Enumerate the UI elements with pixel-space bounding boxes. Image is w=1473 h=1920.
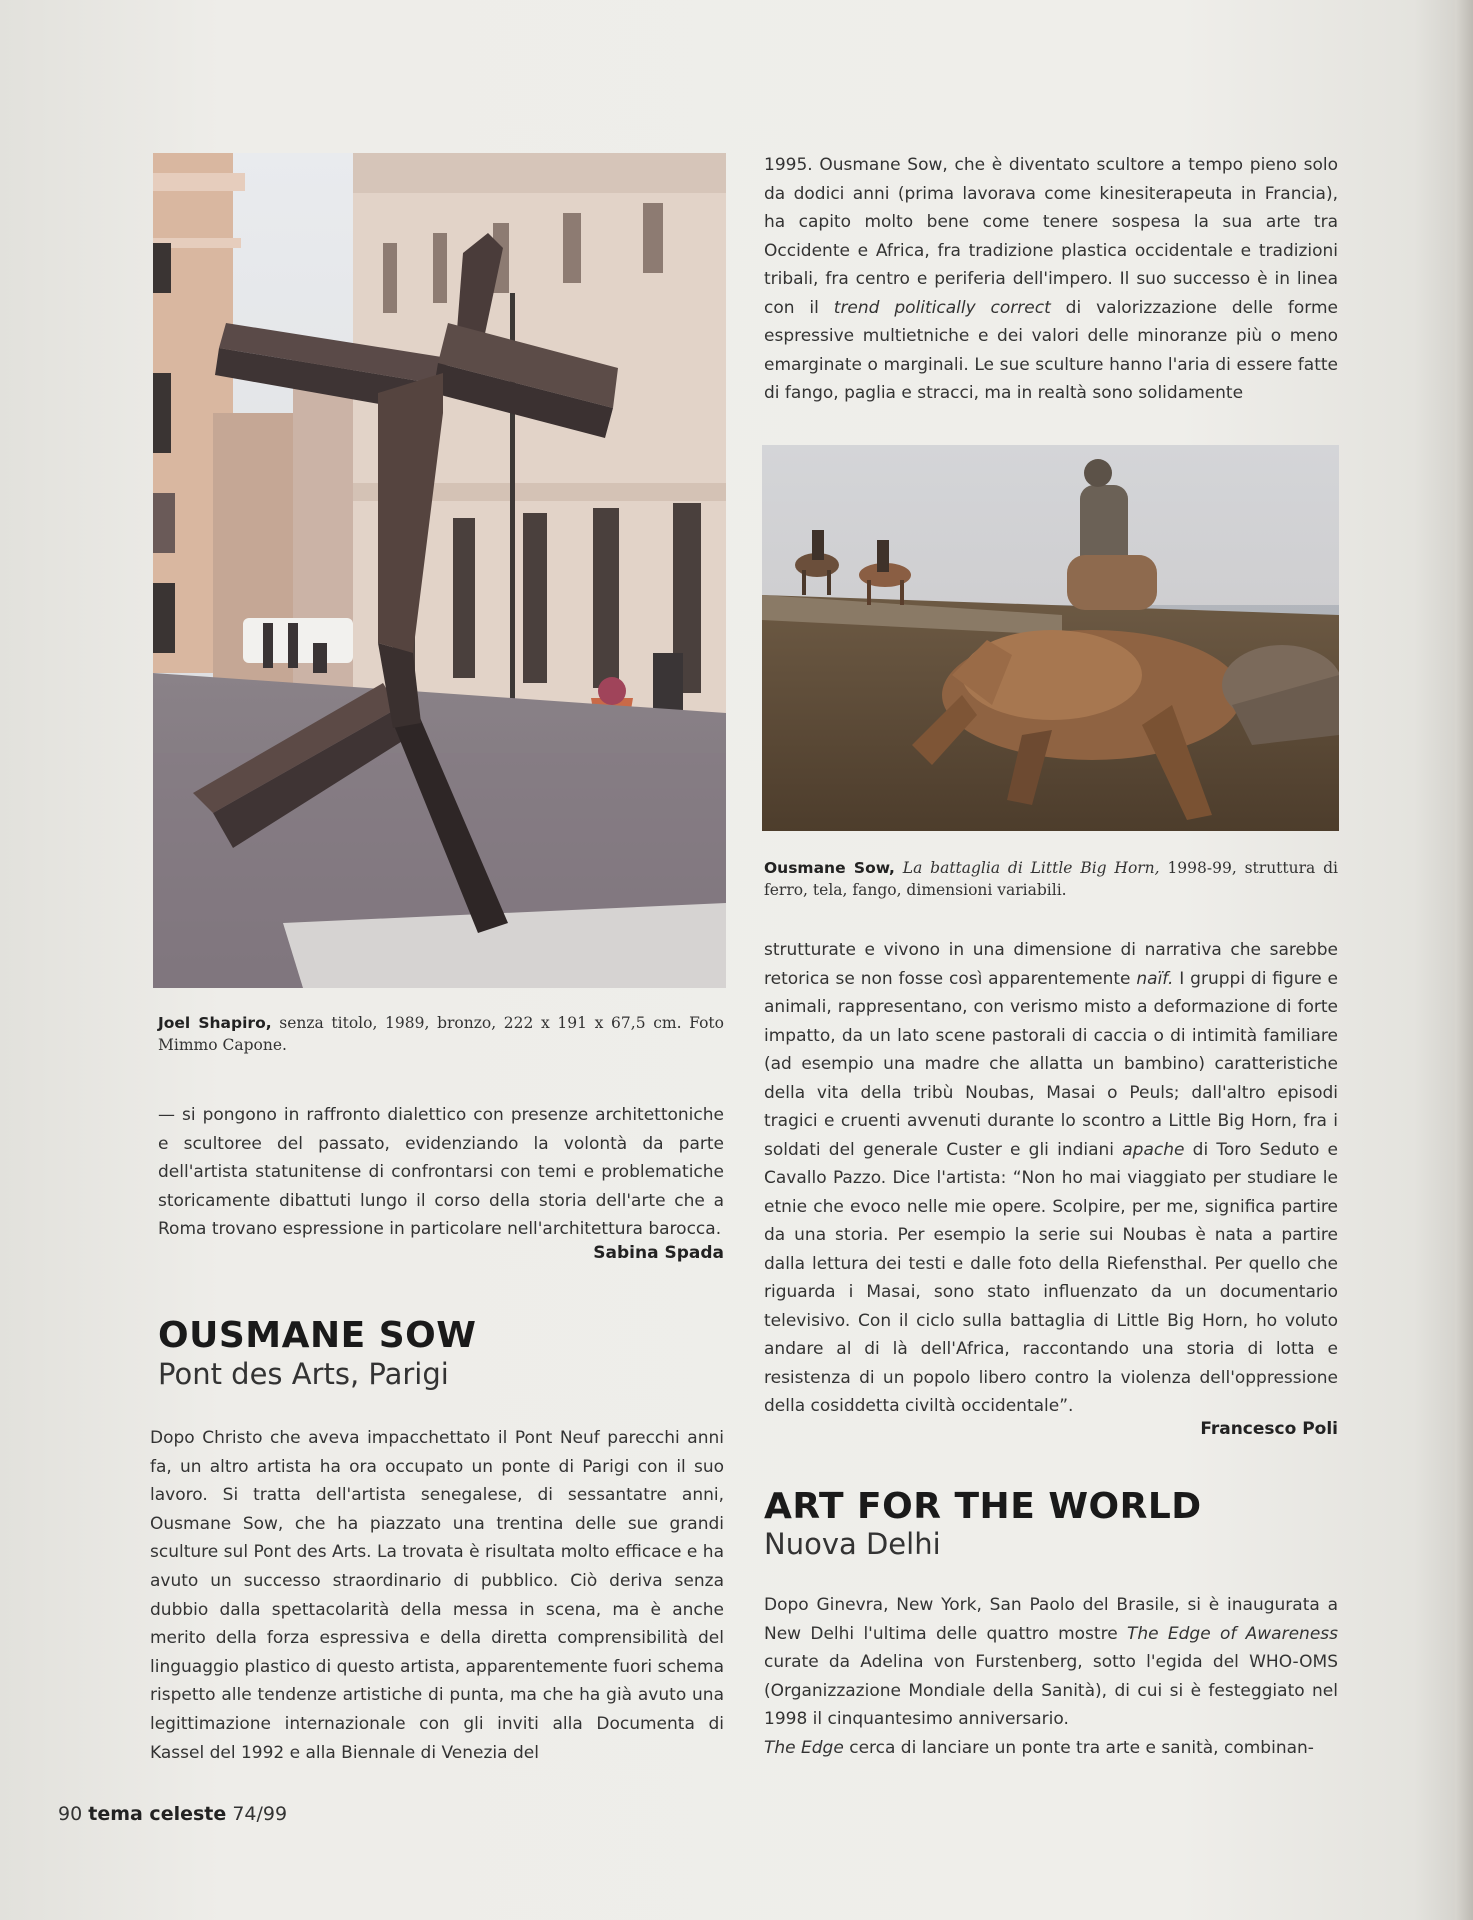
page-edge — [1455, 0, 1473, 1920]
right-para-2-c: di Toro Seduto e Cavallo Pazzo. Dice l'artista: “Non ho mai viaggiato per studiare le etnie che evoco nelle mie opere. Scolpire, per me, significa partire da una storia. Per esempio la serie sui Noubas è nata a partire dalla lettura dei testi e dalle foto della Riefensthal. Per quello che riguarda i Masai, sono stato influenzato da un documentario televisivo. Con il ciclo sulla battaglia di Little Big Horn, ho voluto andare al di là dell'Africa, raccontando una storia di lotta e resistenza di un popolo libero contro la violenza dell'oppressione della cosiddetta civiltà occidentale”. — [764, 1139, 1339, 1416]
photo-joel-shapiro-sculpture — [153, 153, 726, 988]
photo2-caption-text: 1998-99, struttura di ferro, tela, fango, dimensioni variabili. — [764, 859, 1338, 899]
right-para-3-em2: The Edge — [764, 1737, 844, 1758]
left-para-1: — si pongono in raffronto dialettico con presenze architettoniche e scultoree del passato, evidenziando la volontà da parte dell'artista statunitense di confrontarsi con temi e problematiche storicamente dibattuti lungo il corso della storia dell'arte che a Roma trovano espressione in particolare nell'architettura barocca. — [158, 1105, 724, 1239]
right-para-2-b: I gruppi di figure e animali, rappresentano, con verismo misto a deformazione di forte impatto, da un lato scene pastorali di caccia o di intimità familiare (ad esempio una madre che allatta un bambino) caratteristiche della vita della tribù Noubas, Masai o Peuls; dall'altro episodi tragici e cruenti avvenuti durante lo scontro a Little Big Horn, fra i soldati del generale Custer e gli indiani — [764, 968, 1339, 1160]
photo2-caption-title: La battaglia di Little Big Horn, — [902, 859, 1160, 877]
signature-francesco-poli: Francesco Poli — [1200, 1419, 1338, 1439]
photo-ousmane-sow-little-big-horn — [762, 445, 1339, 831]
page-number: 90 — [58, 1803, 83, 1825]
right-para-2-a: strutturate e vivono in una dimensione di narrativa che sarebbe retorica se non fosse così apparentemente — [764, 940, 1338, 989]
right-para-3-b: curate da Adelina von Furstenberg, sotto l'egida del WHO-OMS (Organizzazione Mondiale della Sanità), di cui si è festeggiato nel 1998 il cinquantesimo anniversario. — [764, 1652, 1338, 1729]
photo1-caption-author: Joel Shapiro, — [158, 1014, 272, 1032]
right-para-3-a: Dopo Ginevra, New York, San Paolo del Brasile, si è inaugurata a New Delhi l'ultima delle quattro mostre — [764, 1595, 1338, 1644]
left-para-2: Dopo Christo che aveva impacchettato il Pont Neuf parecchi anni fa, un altro artista ha ora occupato un ponte di Parigi con il suo lavoro. Si tratta dell'artista senegalese, di sessantatre anni, Ousmane Sow, che ha piazzato una trentina delle sue grandi sculture sul Pont des Arts. La trovata è risultata molto efficace e ha avuto un successo straordinario di pubblico. Ciò deriva senza dubbio dalla spettacolarità della messa in scena, ma è anche merito della forza espressiva e della diretta comprensibilità del linguaggio plastico di questo artista, apparentemente fuori schema rispetto alle tendenze artistiche di punta, ma che ha già avuto una legittimazione internazionale con gli inviti alla Documenta di Kassel del 1992 e alla Biennale di Venezia del — [150, 1428, 724, 1763]
right-para-2-em1: naïf. — [1136, 968, 1174, 989]
article-title-ousmane-sow: OUSMANE SOW — [158, 1315, 477, 1356]
right-para-1-a: 1995. Ousmane Sow, che è diventato scultore a tempo pieno solo da dodici anni (prima lavorava come kinesiterapeuta in Francia), ha capito molto bene come tenere sospesa la sua arte tra Occidente e Africa, fra tradizione plastica occidentale e tradizioni tribali, fra centro e periferia dell'impero. Il suo successo è in linea con il — [764, 155, 1338, 318]
right-para-3 — [764, 1591, 1338, 1762]
signature-sabina-spada: Sabina Spada — [593, 1243, 724, 1263]
right-para-2-em2: apache — [1122, 1139, 1185, 1160]
right-para-1-em: trend politically correct — [833, 297, 1051, 318]
photo2-caption — [764, 857, 1338, 901]
horses-photo-image — [762, 445, 1339, 831]
article-subtitle-pont-des-arts: Pont des Arts, Parigi — [158, 1357, 449, 1391]
article-subtitle-nuova-delhi: Nuova Delhi — [764, 1527, 941, 1561]
magazine-name: tema celeste — [88, 1803, 227, 1825]
sculpture-photo-image — [153, 153, 726, 988]
issue-number: 74/99 — [232, 1803, 288, 1825]
page-footer — [58, 1803, 287, 1825]
article-title-art-for-the-world: ART FOR THE WORLD — [764, 1486, 1202, 1527]
photo1-caption-text: senza titolo, 1989, bronzo, 222 x 191 x 67,5 cm. Foto Mimmo Capone. — [158, 1014, 724, 1054]
right-para-1-b: di valorizzazione delle forme espressive multietniche e dei valori delle minoranze più o meno emarginate o marginali. Le sue sculture hanno l'aria di essere fatte di fango, paglia e stracci, ma in realtà sono solidamente — [764, 297, 1339, 403]
right-para-3-c: cerca di lanciare un ponte tra arte e sanità, combinan- — [849, 1737, 1314, 1758]
right-para-1 — [764, 151, 1338, 408]
photo1-caption — [158, 1012, 724, 1056]
photo2-caption-author: Ousmane Sow, — [764, 859, 895, 877]
right-para-3-em1: The Edge of Awareness — [1126, 1623, 1338, 1644]
right-para-2 — [764, 936, 1338, 1421]
